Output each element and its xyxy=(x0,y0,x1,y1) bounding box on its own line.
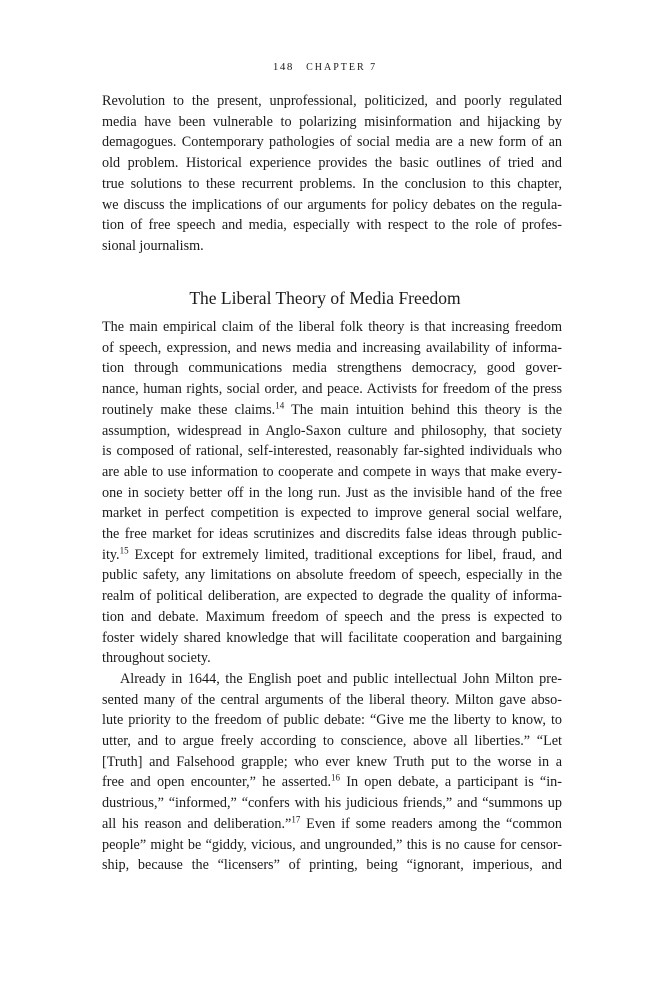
chapter-label: CHAPTER 7 xyxy=(306,62,378,73)
paragraph-2 xyxy=(102,669,562,876)
text-line: of speech, expression, and news media and increasing availability of informa- xyxy=(102,339,562,356)
text-line: media have been vulnerable to polarizing misinformation and hijacking by xyxy=(102,113,562,130)
text-line: are able to use information to cooperate and compete in ways that make every- xyxy=(102,463,562,480)
text-line: nance, human rights, social order, and peace. Activists for freedom of the press xyxy=(102,381,562,398)
text-line: sional journalism. xyxy=(102,237,204,254)
footnote-marker: 14 xyxy=(275,400,285,411)
text-line: assumption, widespread in Anglo-Saxon culture and philosophy, that society xyxy=(102,422,562,439)
text-line: Revolution to the present, unprofessional, politicized, and poorly regulated xyxy=(102,93,562,109)
text-line: one in society better off in the long run. Just as the invisible hand of the free xyxy=(102,484,562,501)
footnote-marker: 16 xyxy=(331,772,341,783)
text-line: old problem. Historical experience provides the basic outlines of tried and xyxy=(102,155,562,172)
text-segment: In open debate, a participant is “in- xyxy=(340,774,562,791)
text-line: foster widely shared knowledge that will facilitate cooperation and bargaining xyxy=(102,629,562,646)
text-line-with-footnote xyxy=(102,772,562,793)
text-line: demagogues. Contemporary pathologies of social media are a new form of an xyxy=(102,134,562,151)
body-text xyxy=(102,317,562,876)
text-line-with-footnote xyxy=(102,814,562,835)
text-line: the free market for ideas scrutinizes and discredits false ideas through public- xyxy=(102,526,562,543)
text-line-with-footnote xyxy=(102,400,562,421)
text-line: is composed of rational, self-interested, reasonably far-sighted individuals who xyxy=(102,443,562,460)
text-line: tion and debate. Maximum freedom of speech and the press is expected to xyxy=(102,608,562,625)
text-segment: Even if some readers among the “common xyxy=(300,815,562,832)
text-line: ship, because the “licensers” of printing, being “ignorant, imperious, and xyxy=(102,857,562,874)
section-heading: The Liberal Theory of Media Freedom xyxy=(189,288,461,308)
text-line-with-footnote xyxy=(102,545,562,566)
text-line: tion through communications media strengthens democracy, good gover- xyxy=(102,360,562,377)
intro-paragraph xyxy=(102,91,562,257)
text-line: utter, and to argue freely according to conscience, above all liberties.” “Let xyxy=(102,733,562,750)
text-segment: ity. xyxy=(102,546,120,563)
paragraph-1 xyxy=(102,317,562,669)
text-line: market in perfect competition is expected to improve general social welfare, xyxy=(102,505,562,522)
text-segment: all his reason and deliberation.” xyxy=(102,815,292,832)
text-line: people” might be “giddy, vicious, and ungrounded,” this is no cause for censor- xyxy=(102,836,562,853)
text-segment: free and open encounter,” he asserted. xyxy=(102,774,332,791)
running-head xyxy=(0,60,650,75)
text-segment: Except for extremely limited, traditional exceptions for libel, fraud, and xyxy=(128,546,562,563)
footnote-marker: 17 xyxy=(291,814,301,825)
page-number: 148 xyxy=(272,61,294,73)
text-line: lute priority to the freedom of public debate: “Give me the liberty to know, to xyxy=(102,712,562,729)
text-line: public safety, any limitations on absolute freedom of speech, especially in the xyxy=(102,567,562,584)
text-line: sented many of the central arguments of the liberal theory. Milton gave abso- xyxy=(102,691,562,708)
text-segment: The main intuition behind this theory is the xyxy=(284,401,562,418)
text-line: [Truth] and Falsehood grapple; who ever knew Truth put to the worse in a xyxy=(102,753,562,770)
text-line: realm of political deliberation, are expected to degrade the quality of informa- xyxy=(102,588,562,605)
text-line: true solutions to these recurrent problems. In the conclusion to this chapter, xyxy=(102,175,562,192)
text-line: Already in 1644, the English poet and public intellectual John Milton pre- xyxy=(120,670,562,687)
text-line: we discuss the implications of our arguments for policy debates on the regula- xyxy=(102,196,562,213)
footnote-marker: 15 xyxy=(119,545,129,555)
text-segment: routinely make these claims. xyxy=(102,401,276,418)
text-line: throughout society. xyxy=(102,650,211,667)
text-line: The main empirical claim of the liberal folk theory is that increasing freedom xyxy=(102,319,562,335)
text-line: tion of free speech and media, especially with respect to the role of profes- xyxy=(102,217,562,234)
text-line: dustrious,” “informed,” “confers with his judicious friends,” and “summons up xyxy=(102,795,562,812)
